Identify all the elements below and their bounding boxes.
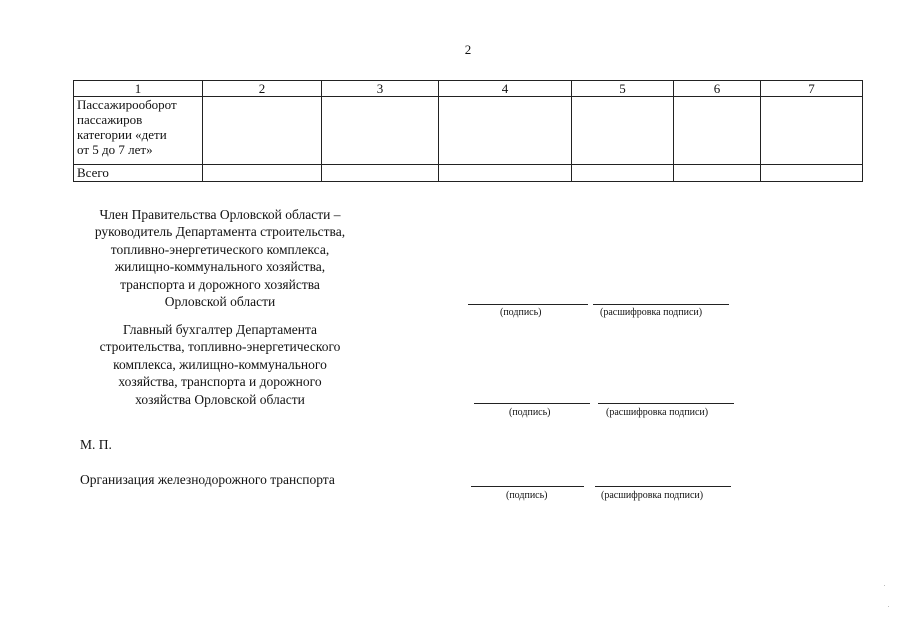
- title-line: транспорта и дорожного хозяйства: [120, 276, 320, 292]
- column-header: 3: [322, 81, 439, 97]
- title-line: жилищно-коммунального хозяйства,: [114, 259, 326, 275]
- table-cell: [439, 97, 572, 165]
- signatory-title-1: [70, 206, 370, 310]
- signature-caption: (подпись): [500, 307, 542, 318]
- table-cell: [761, 165, 863, 182]
- column-header: 1: [74, 81, 203, 97]
- table-header-row: [74, 81, 863, 97]
- table-cell: [322, 97, 439, 165]
- title-line: Орловской области: [164, 294, 276, 310]
- scan-artifact: [888, 606, 889, 607]
- title-line: топливно-энергетического комплекса,: [110, 241, 330, 257]
- title-line: комплекса, жилищно-коммунального: [113, 356, 327, 372]
- signature-line[interactable]: [468, 304, 588, 305]
- signatory-title-2: [70, 321, 370, 408]
- table-row: [74, 97, 863, 165]
- signature-line[interactable]: [474, 403, 590, 404]
- title-line: Главный бухгалтер Департамента: [122, 322, 318, 337]
- row-label-total: Всего: [74, 165, 203, 182]
- row-label-line: категории «дети: [77, 127, 167, 142]
- column-header: 4: [439, 81, 572, 97]
- report-table: [73, 80, 863, 182]
- signature-decode-line[interactable]: [593, 304, 729, 305]
- column-header: 2: [203, 81, 322, 97]
- column-header: 5: [572, 81, 674, 97]
- title-line: руководитель Департамента строительства,: [94, 224, 346, 240]
- title-line: хозяйства, транспорта и дорожного: [118, 374, 322, 390]
- row-label-passenger-turnover: [74, 97, 203, 165]
- signatory-title-3: Организация железнодорожного транспорта: [80, 472, 335, 487]
- signature-caption: (подпись): [506, 490, 548, 501]
- table-row: [74, 165, 863, 182]
- table-cell: [572, 165, 674, 182]
- title-line: хозяйства Орловской области: [135, 391, 305, 407]
- table-cell: [674, 97, 761, 165]
- table-cell: [322, 165, 439, 182]
- signature-line[interactable]: [471, 486, 584, 487]
- page-number: 2: [464, 42, 472, 57]
- table-cell: [439, 165, 572, 182]
- row-label-line: пассажиров: [77, 112, 143, 127]
- table-cell: [761, 97, 863, 165]
- signature-decode-line[interactable]: [595, 486, 731, 487]
- signature-decode-caption: (расшифровка подписи): [601, 490, 704, 501]
- title-line: Член Правительства Орловской области –: [99, 207, 341, 222]
- scan-artifact: [884, 585, 885, 586]
- signature-caption: (подпись): [509, 407, 551, 418]
- signature-decode-caption: (расшифровка подписи): [600, 307, 703, 318]
- column-header: 7: [761, 81, 863, 97]
- stamp-place: М. П.: [80, 437, 112, 452]
- table-cell: [203, 165, 322, 182]
- row-label-line: Пассажирооборот: [77, 97, 177, 112]
- table-cell: [674, 165, 761, 182]
- signature-decode-line[interactable]: [598, 403, 734, 404]
- row-label-line: от 5 до 7 лет»: [77, 142, 153, 157]
- title-line: строительства, топливно-энергетического: [99, 339, 341, 355]
- column-header: 6: [674, 81, 761, 97]
- table-cell: [572, 97, 674, 165]
- signature-decode-caption: (расшифровка подписи): [606, 407, 709, 418]
- table-cell: [203, 97, 322, 165]
